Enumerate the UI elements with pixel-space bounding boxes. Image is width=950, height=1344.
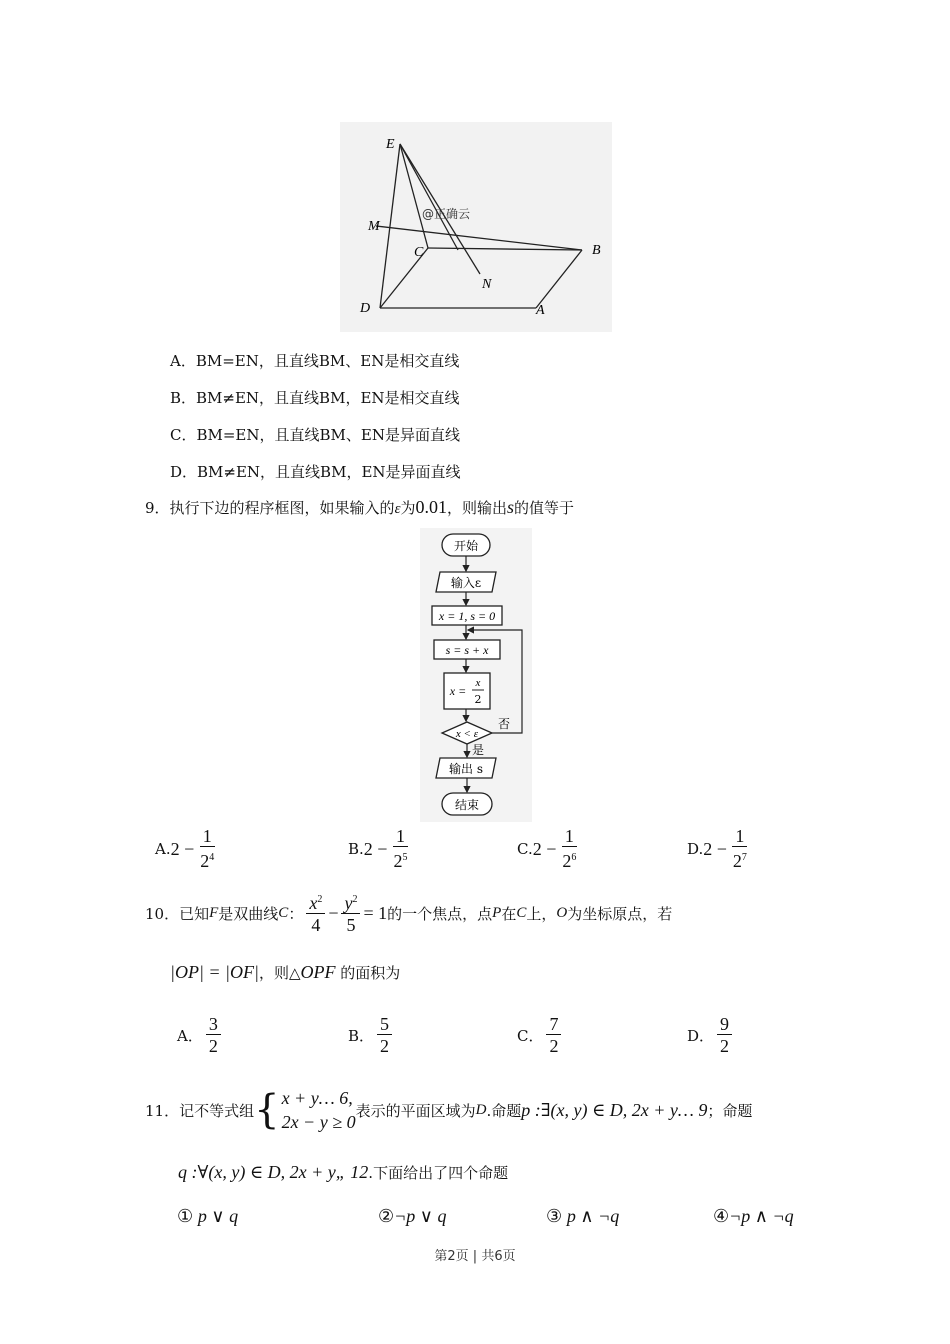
q10-option-c: C． $\frac{7}{2}$ <box>517 1014 564 1057</box>
q11-prop-4: ④¬p ∧ ¬q <box>713 1206 794 1226</box>
q8-option-a: A．BM=EN，且直线BM、EN是相交直线 <box>170 352 460 370</box>
q10-option-a: A． $\frac{3}{2}$ <box>177 1014 224 1057</box>
watermark: @正确云 <box>422 207 471 221</box>
q11-prop-1: ① p ∨ q <box>177 1206 239 1226</box>
ineq-1: x + y… 6, <box>281 1088 353 1108</box>
fc-init: x = 1, s = 0 <box>438 609 496 623</box>
fc-step1: s = s + x <box>445 643 489 657</box>
flowchart <box>420 528 532 822</box>
q9-stem: 9．执行下边的程序框图，如果输入的ε为0.01，则输出s的值等于 <box>145 497 575 517</box>
fc-start: 开始 <box>453 539 479 553</box>
fc-step2-lhs: x = <box>449 684 467 698</box>
q9-option-b: B. 2 − $\frac{1}{2^5}$ <box>348 826 408 871</box>
q10-option-d: D． $\frac{9}{2}$ <box>687 1014 735 1057</box>
page-footer: 第2页 | 共6页 <box>434 1249 516 1264</box>
q9-option-a: A. 2 − $\frac{1}{2^4}$ <box>155 826 215 871</box>
label-A: A <box>536 303 545 318</box>
q8-option-c: C．BM=EN，且直线BM、EN是异面直线 <box>170 426 460 444</box>
label-N: N <box>482 277 492 292</box>
q8-option-d: D．BM≠EN，且直线BM，EN是异面直线 <box>170 463 461 481</box>
ineq-2: 2x − y ≥ 0 <box>281 1112 356 1132</box>
q11-stem-line2: q :∀(x, y) ∈ D, 2x + y„ 12.下面给出了四个命题 <box>178 1162 509 1182</box>
geometry-diagram <box>340 122 612 332</box>
q9-option-c: C. 2 − $\frac{1}{2^6}$ <box>517 826 577 871</box>
label-B: B <box>592 243 601 258</box>
label-C: C <box>414 245 424 260</box>
q10-option-b: B． $\frac{5}{2}$ <box>348 1014 395 1057</box>
q9-option-d: D. 2 − $\frac{1}{2^7}$ <box>687 826 747 871</box>
q11-prop-3: ③ p ∧ ¬q <box>546 1206 620 1226</box>
fc-yes: 是 <box>472 743 485 757</box>
fc-input: 输入ε <box>450 576 482 590</box>
label-E: E <box>386 137 395 152</box>
label-M: M <box>368 219 380 234</box>
q8-option-b: B．BM≠EN，且直线BM，EN是相交直线 <box>170 389 460 407</box>
fc-step2-den: 2 <box>474 693 482 706</box>
fc-end: 结束 <box>454 798 480 812</box>
q11-prop-2: ②¬p ∨ q <box>378 1206 447 1226</box>
flowchart-diagram <box>420 528 532 822</box>
label-D: D <box>360 301 371 316</box>
geometry-figure <box>340 122 612 332</box>
q11-stem: 11． 记不等式组 { x + y… 6, 2x − y ≥ 0 表示的平面区域为 D .命题 p :∃(x, y) ∈ D, 2x + y… 9 ；命题 <box>145 1087 753 1133</box>
fc-step2-num: x <box>475 677 481 689</box>
fc-cond: x < ε <box>455 728 479 740</box>
q10-stem: 10． 已知 F 是双曲线 C ： $\frac{x^2}{4}$ − $\frac{y^2}{5}$ = 1 的一个焦点，点 P 在 C 上， O 为坐标原点，若 <box>145 890 672 936</box>
q10-stem-line2: |OP| = |OF|，则△OPF 的面积为 <box>170 962 401 982</box>
fc-output: 输出 s <box>449 762 483 776</box>
fc-no: 否 <box>498 717 511 731</box>
